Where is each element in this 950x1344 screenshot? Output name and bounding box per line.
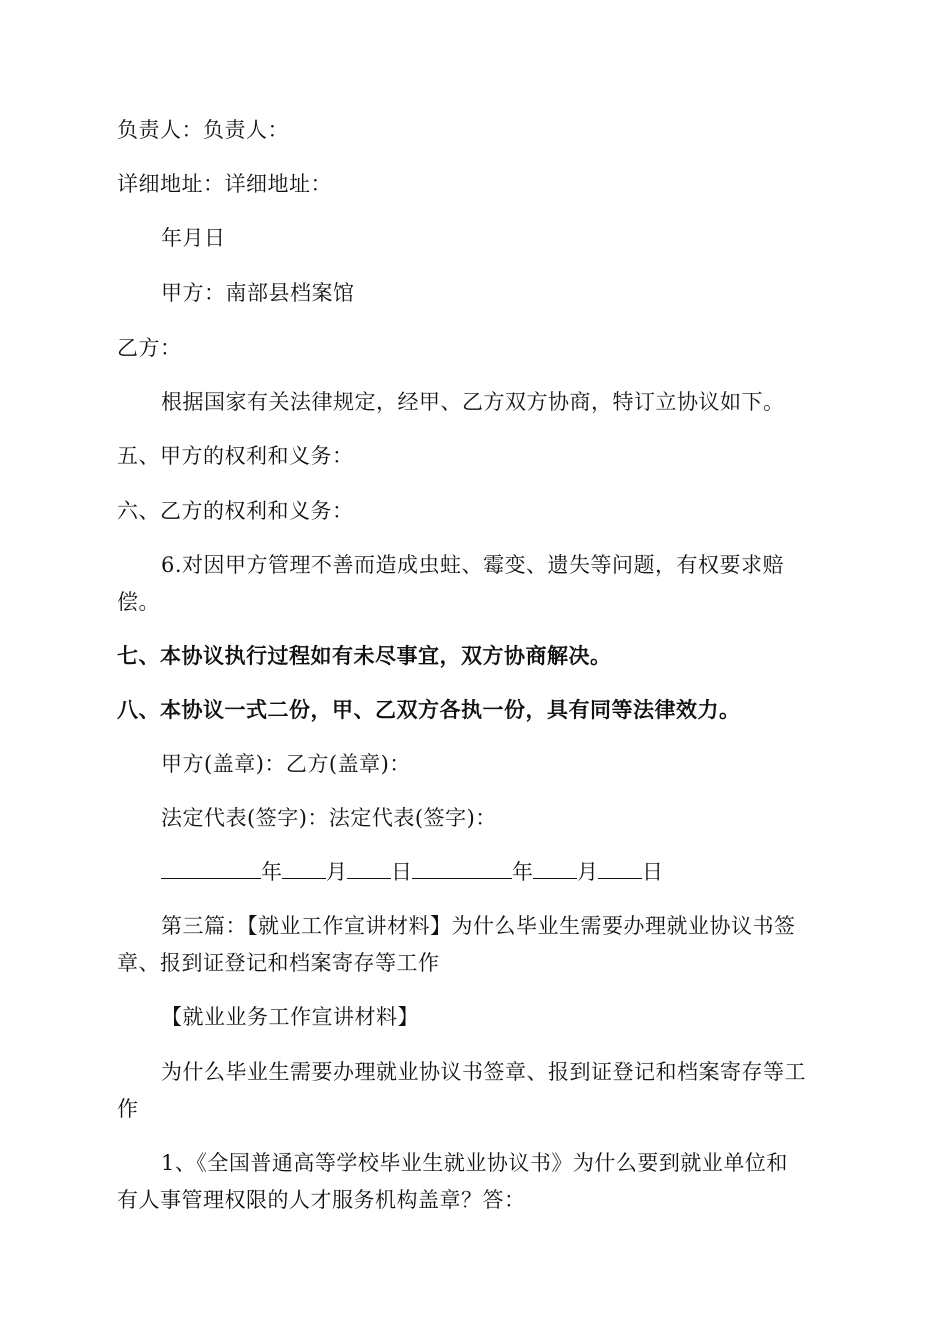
question-intro-line-2: 作 — [117, 1097, 139, 1121]
question-one-line-1: 1、《全国普通高等学校毕业生就业协议书》为什么要到就业单位和 — [161, 1151, 788, 1175]
clause-six-line-1: 6.对因甲方管理不善而造成虫蛀、霉变、遗失等问题，有权要求赔 — [161, 553, 785, 577]
legal-representative-line: 法定代表(签字)：法定代表(签字)： — [161, 806, 497, 830]
party-a-line: 甲方：南部县档案馆 — [161, 281, 355, 305]
part-three-title-line-1: 第三篇：【就业工作宣讲材料】为什么毕业生需要办理就业协议书签 — [161, 914, 796, 938]
year-blank-1 — [161, 856, 261, 879]
year-blank-2 — [412, 856, 512, 879]
party-b-line: 乙方： — [117, 336, 182, 360]
month-blank-2 — [533, 856, 577, 879]
month-label-1: 月 — [326, 860, 347, 884]
year-label-2: 年 — [512, 860, 533, 884]
date-placeholder-line: 年月日 — [161, 226, 226, 250]
section-eight-heading: 八、本协议一式二份，甲、乙双方各执一份，具有同等法律效力。 — [117, 697, 741, 722]
day-blank-2 — [598, 856, 642, 879]
signature-date-row — [161, 852, 663, 892]
year-label-1: 年 — [261, 860, 282, 884]
clause-six-line-2: 偿。 — [117, 590, 160, 614]
part-three-title-line-2: 章、报到证登记和档案寄存等工作 — [117, 951, 440, 975]
section-seven-heading: 七、本协议执行过程如有未尽事宜，双方协商解决。 — [117, 643, 612, 668]
preamble-paragraph: 根据国家有关法律规定，经甲、乙方双方协商，特订立协议如下。 — [161, 390, 785, 414]
month-label-2: 月 — [577, 860, 598, 884]
seal-line: 甲方(盖章)：乙方(盖章)： — [161, 752, 411, 776]
day-label-1: 日 — [391, 860, 412, 884]
month-blank-1 — [282, 856, 326, 879]
material-heading: 【就业业务工作宣讲材料】 — [161, 1005, 419, 1029]
day-blank-1 — [347, 856, 391, 879]
question-one-line-2: 有人事管理权限的人才服务机构盖章？答： — [117, 1188, 526, 1212]
question-intro-line-1: 为什么毕业生需要办理就业协议书签章、报到证登记和档案寄存等工 — [161, 1060, 806, 1084]
detailed-address-line: 详细地址：详细地址： — [117, 172, 332, 196]
section-five-heading: 五、甲方的权利和义务： — [117, 444, 354, 468]
section-six-heading: 六、乙方的权利和义务： — [117, 499, 354, 523]
day-label-2: 日 — [642, 860, 663, 884]
person-in-charge-line: 负责人：负责人： — [117, 118, 289, 142]
